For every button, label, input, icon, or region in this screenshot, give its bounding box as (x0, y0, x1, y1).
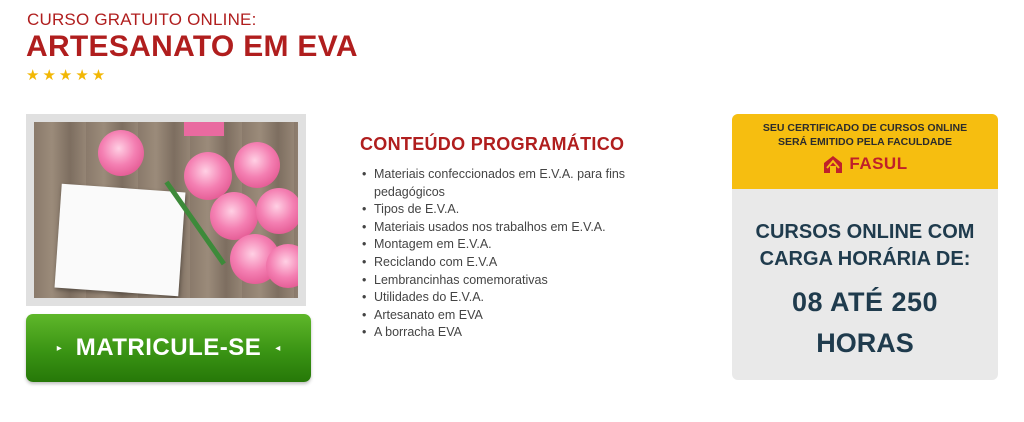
rating-stars: ★★★★★ (26, 67, 109, 84)
blank-card-shape (55, 184, 186, 296)
enroll-button-label: MATRICULE-SE (75, 334, 262, 361)
rose-shape (210, 192, 258, 240)
certificate-promo-banner[interactable] (732, 114, 998, 380)
program-item: • Utilidades do E.V.A. (360, 289, 650, 307)
program-item: • Tipos de E.V.A. (360, 201, 650, 219)
program-item: • Artesanato em EVA (360, 307, 650, 325)
program-list (360, 166, 650, 342)
rose-shape (266, 244, 298, 288)
arrow-right-icon: ▸ (56, 342, 62, 354)
program-item: • Materiais usados nos trabalhos em E.V.A. (360, 219, 650, 237)
promo-line-1a: CURSOS ONLINE COM (755, 221, 975, 243)
program-item: • Lembrancinhas comemorativas (360, 272, 650, 290)
fasul-logo (732, 153, 998, 175)
roses-photo (34, 122, 298, 298)
program-item: • A borracha EVA (360, 324, 650, 342)
program-item: • Montagem em E.V.A. (360, 236, 650, 254)
promo-header (732, 114, 998, 189)
cert-line-1: SEU CERTIFICADO DE CURSOS ONLINE (762, 122, 968, 134)
promo-hours-range: 08 ATÉ 250 (791, 287, 939, 317)
fasul-brand: FASUL (849, 154, 908, 173)
program-title: CONTEÚDO PROGRAMÁTICO (360, 134, 625, 154)
enroll-button[interactable] (26, 314, 311, 382)
gift-box-shape (184, 122, 224, 136)
course-image-frame (26, 114, 306, 306)
course-title: ARTESANATO EM EVA (26, 30, 358, 63)
program-item: • Materiais confeccionados em E.V.A. para fins pedagógicos (360, 166, 650, 201)
rose-shape (256, 188, 298, 234)
promo-body (732, 189, 998, 359)
fasul-logo-icon (822, 153, 844, 175)
cert-line-2: SERÁ EMITIDO PELA FACULDADE (777, 136, 953, 148)
promo-hours-label: HORAS (816, 328, 914, 358)
program-item: • Reciclando com E.V.A (360, 254, 650, 272)
rose-shape (98, 130, 144, 176)
arrow-left-icon: ◂ (275, 342, 281, 354)
rose-shape (234, 142, 280, 188)
course-subtitle: CURSO GRATUITO ONLINE: (27, 10, 257, 29)
promo-line-1b: CARGA HORÁRIA DE: (759, 248, 971, 270)
